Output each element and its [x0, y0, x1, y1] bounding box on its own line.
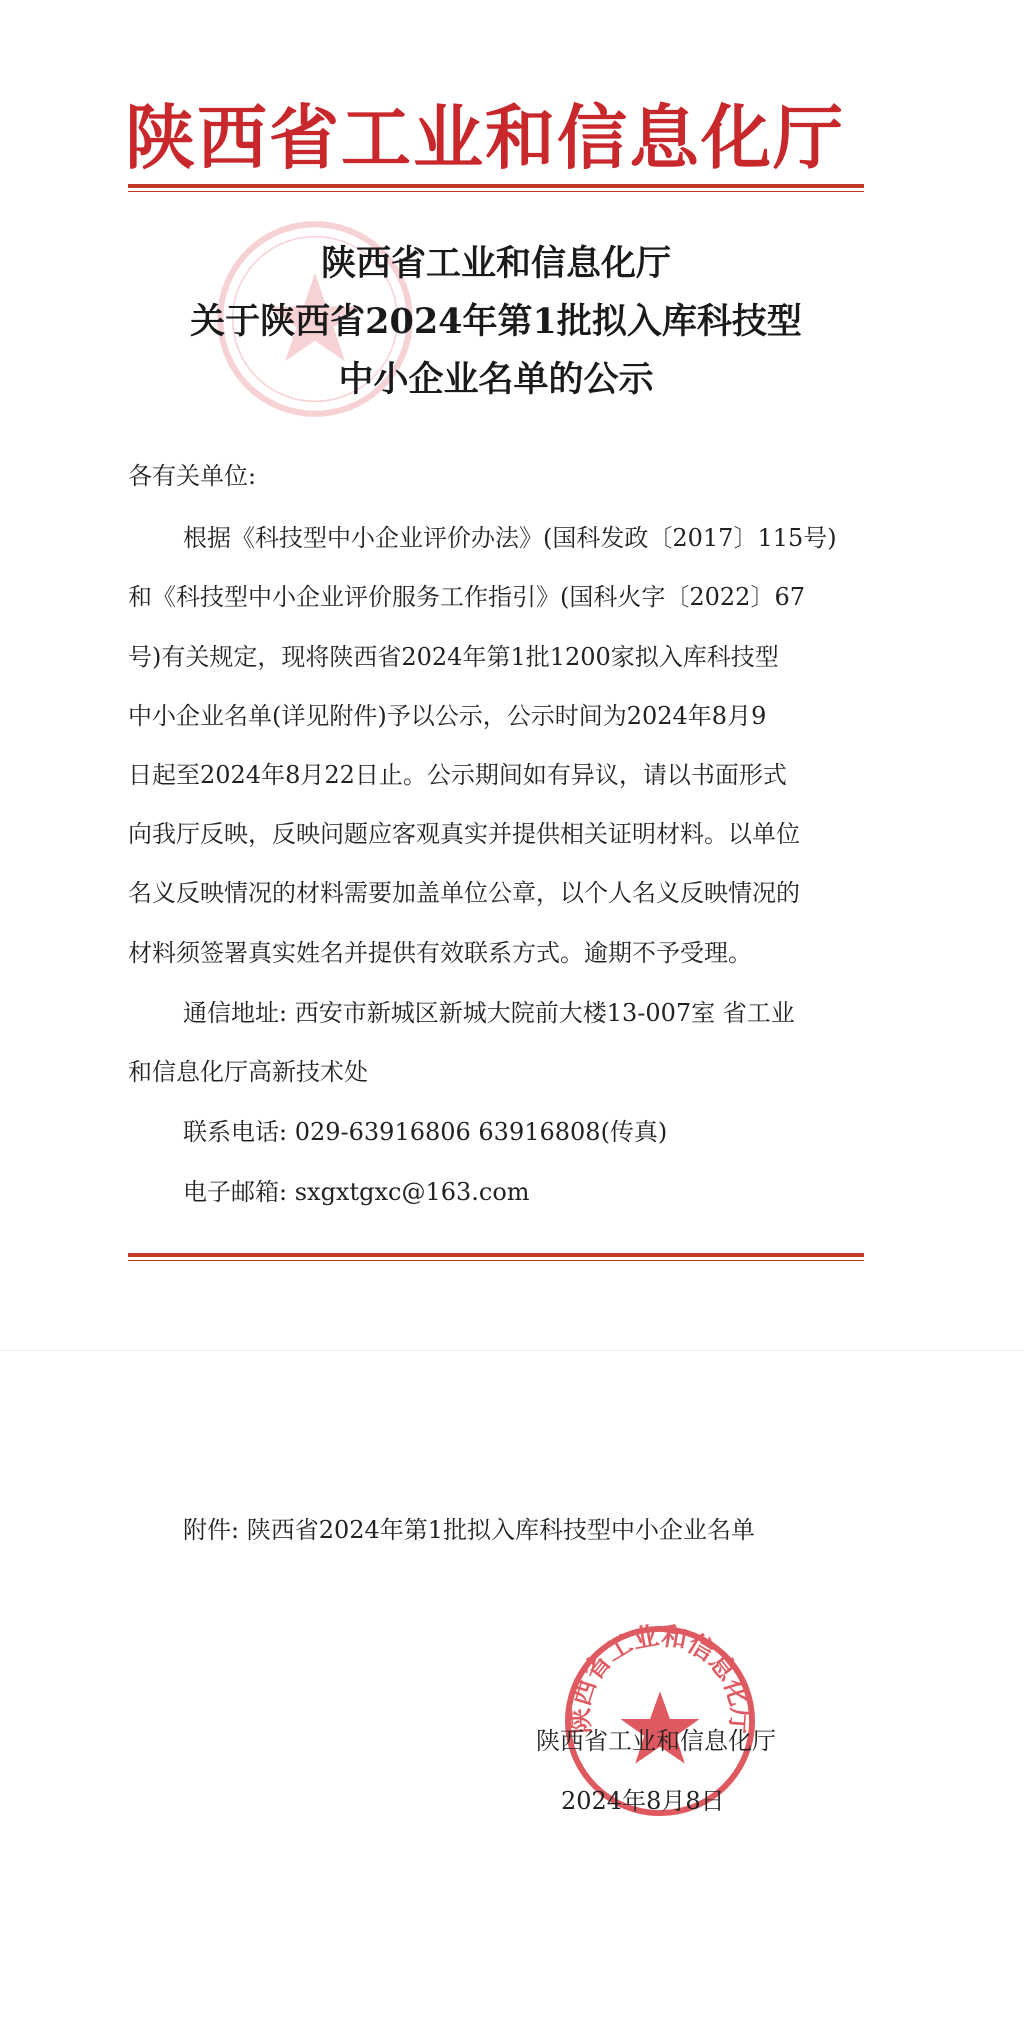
contact-email: 电子邮箱: sxgxtgxc@163.com — [183, 1178, 530, 1206]
contact-address-line-1: 通信地址: 西安市新城区新城大院前大楼13-007室 省工业 — [183, 999, 795, 1027]
page-break-divider — [0, 1350, 1024, 1351]
letterhead-org-name: 陕西省工业和信息化厅 — [125, 96, 845, 179]
letterhead-rule — [128, 184, 864, 192]
document-title — [128, 235, 864, 409]
footer-rule-thick — [128, 1253, 864, 1257]
title-line-1: 陕西省工业和信息化厅 — [320, 243, 671, 284]
body-line-1: 根据《科技型中小企业评价办法》(国科发政〔2017〕115号) — [183, 524, 837, 552]
body-line-5: 日起至2024年8月22日止。公示期间如有异议，请以书面形式 — [128, 761, 787, 789]
title-line-2: 关于陕西省2024年第1批拟入库科技型 — [190, 301, 802, 342]
body-line-8: 材料须签署真实姓名并提供有效联系方式。逾期不予受理。 — [128, 939, 752, 967]
body-line-4: 中小企业名单(详见附件)予以公示，公示时间为2024年8月9 — [128, 702, 767, 730]
svg-text:陕西省工业和信息化厅: 陕西省工业和信息化厅 — [565, 1622, 755, 1735]
signature-org: 陕西省工业和信息化厅 — [536, 1727, 776, 1755]
body-line-3: 号)有关规定，现将陕西省2024年第1批1200家拟入库科技型 — [128, 643, 779, 671]
footer-rule — [128, 1253, 864, 1261]
signature-date: 2024年8月8日 — [561, 1787, 725, 1815]
contact-address-line-2: 和信息化厅高新技术处 — [128, 1058, 368, 1086]
letterhead-rule-thick — [128, 184, 864, 188]
body-line-7: 名义反映情况的材料需要加盖单位公章，以个人名义反映情况的 — [128, 879, 800, 907]
salutation: 各有关单位: — [128, 462, 257, 490]
footer-rule-thin — [128, 1260, 864, 1261]
letterhead-rule-thin — [128, 191, 864, 192]
contact-phone: 联系电话: 029-63916806 63916808(传真) — [183, 1118, 668, 1146]
body-line-6: 向我厅反映，反映问题应客观真实并提供相关证明材料。以单位 — [128, 820, 800, 848]
title-line-3: 中小企业名单的公示 — [338, 359, 654, 400]
body-line-2: 和《科技型中小企业评价服务工作指引》(国科火字〔2022〕67 — [128, 583, 805, 611]
attachment-note: 附件: 陕西省2024年第1批拟入库科技型中小企业名单 — [183, 1516, 756, 1544]
